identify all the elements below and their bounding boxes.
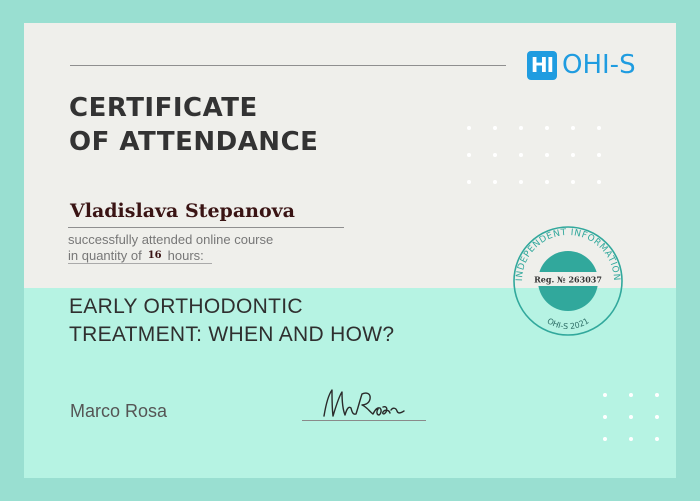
top-divider [70, 65, 506, 66]
recipient-underline [68, 227, 344, 228]
svg-text:OHI-S 2021 [545, 316, 590, 331]
ohis-logo [527, 50, 636, 80]
hours-suffix: hours: [167, 248, 204, 263]
logo-box: HI [527, 51, 557, 80]
attended-text: successfully attended online course [68, 232, 274, 247]
hours-value: 16 [147, 250, 162, 261]
hours-underline [68, 263, 212, 264]
course-line-1: EARLY ORTHODONTIC [69, 295, 303, 318]
recipient-name: Vladislava Stepanova [70, 200, 295, 222]
title-line-2: OF ATTENDANCE [69, 127, 319, 157]
certificate-title [69, 91, 389, 159]
course-title [69, 293, 469, 349]
hours-prefix: in quantity of [68, 248, 142, 263]
signer-name: Marco Rosa [70, 401, 168, 421]
logo-text: OHI-S [562, 50, 636, 80]
title-line-1: CERTIFICATE [69, 93, 258, 123]
seal-reg-number: Reg. № 263037 [534, 274, 602, 285]
decorative-dots-bottom [603, 393, 659, 441]
certificate-card [24, 23, 676, 478]
decorative-dots-top [467, 126, 601, 184]
independent-information-seal [508, 221, 628, 341]
seal-arc-text: INDEPENDENT INFORMATION [514, 227, 622, 282]
seal-bottom-text: OHI-S 2021 [545, 316, 591, 332]
signature-image [320, 386, 412, 420]
course-line-2: TREATMENT: WHEN AND HOW? [69, 323, 395, 346]
signature-line [302, 420, 426, 421]
